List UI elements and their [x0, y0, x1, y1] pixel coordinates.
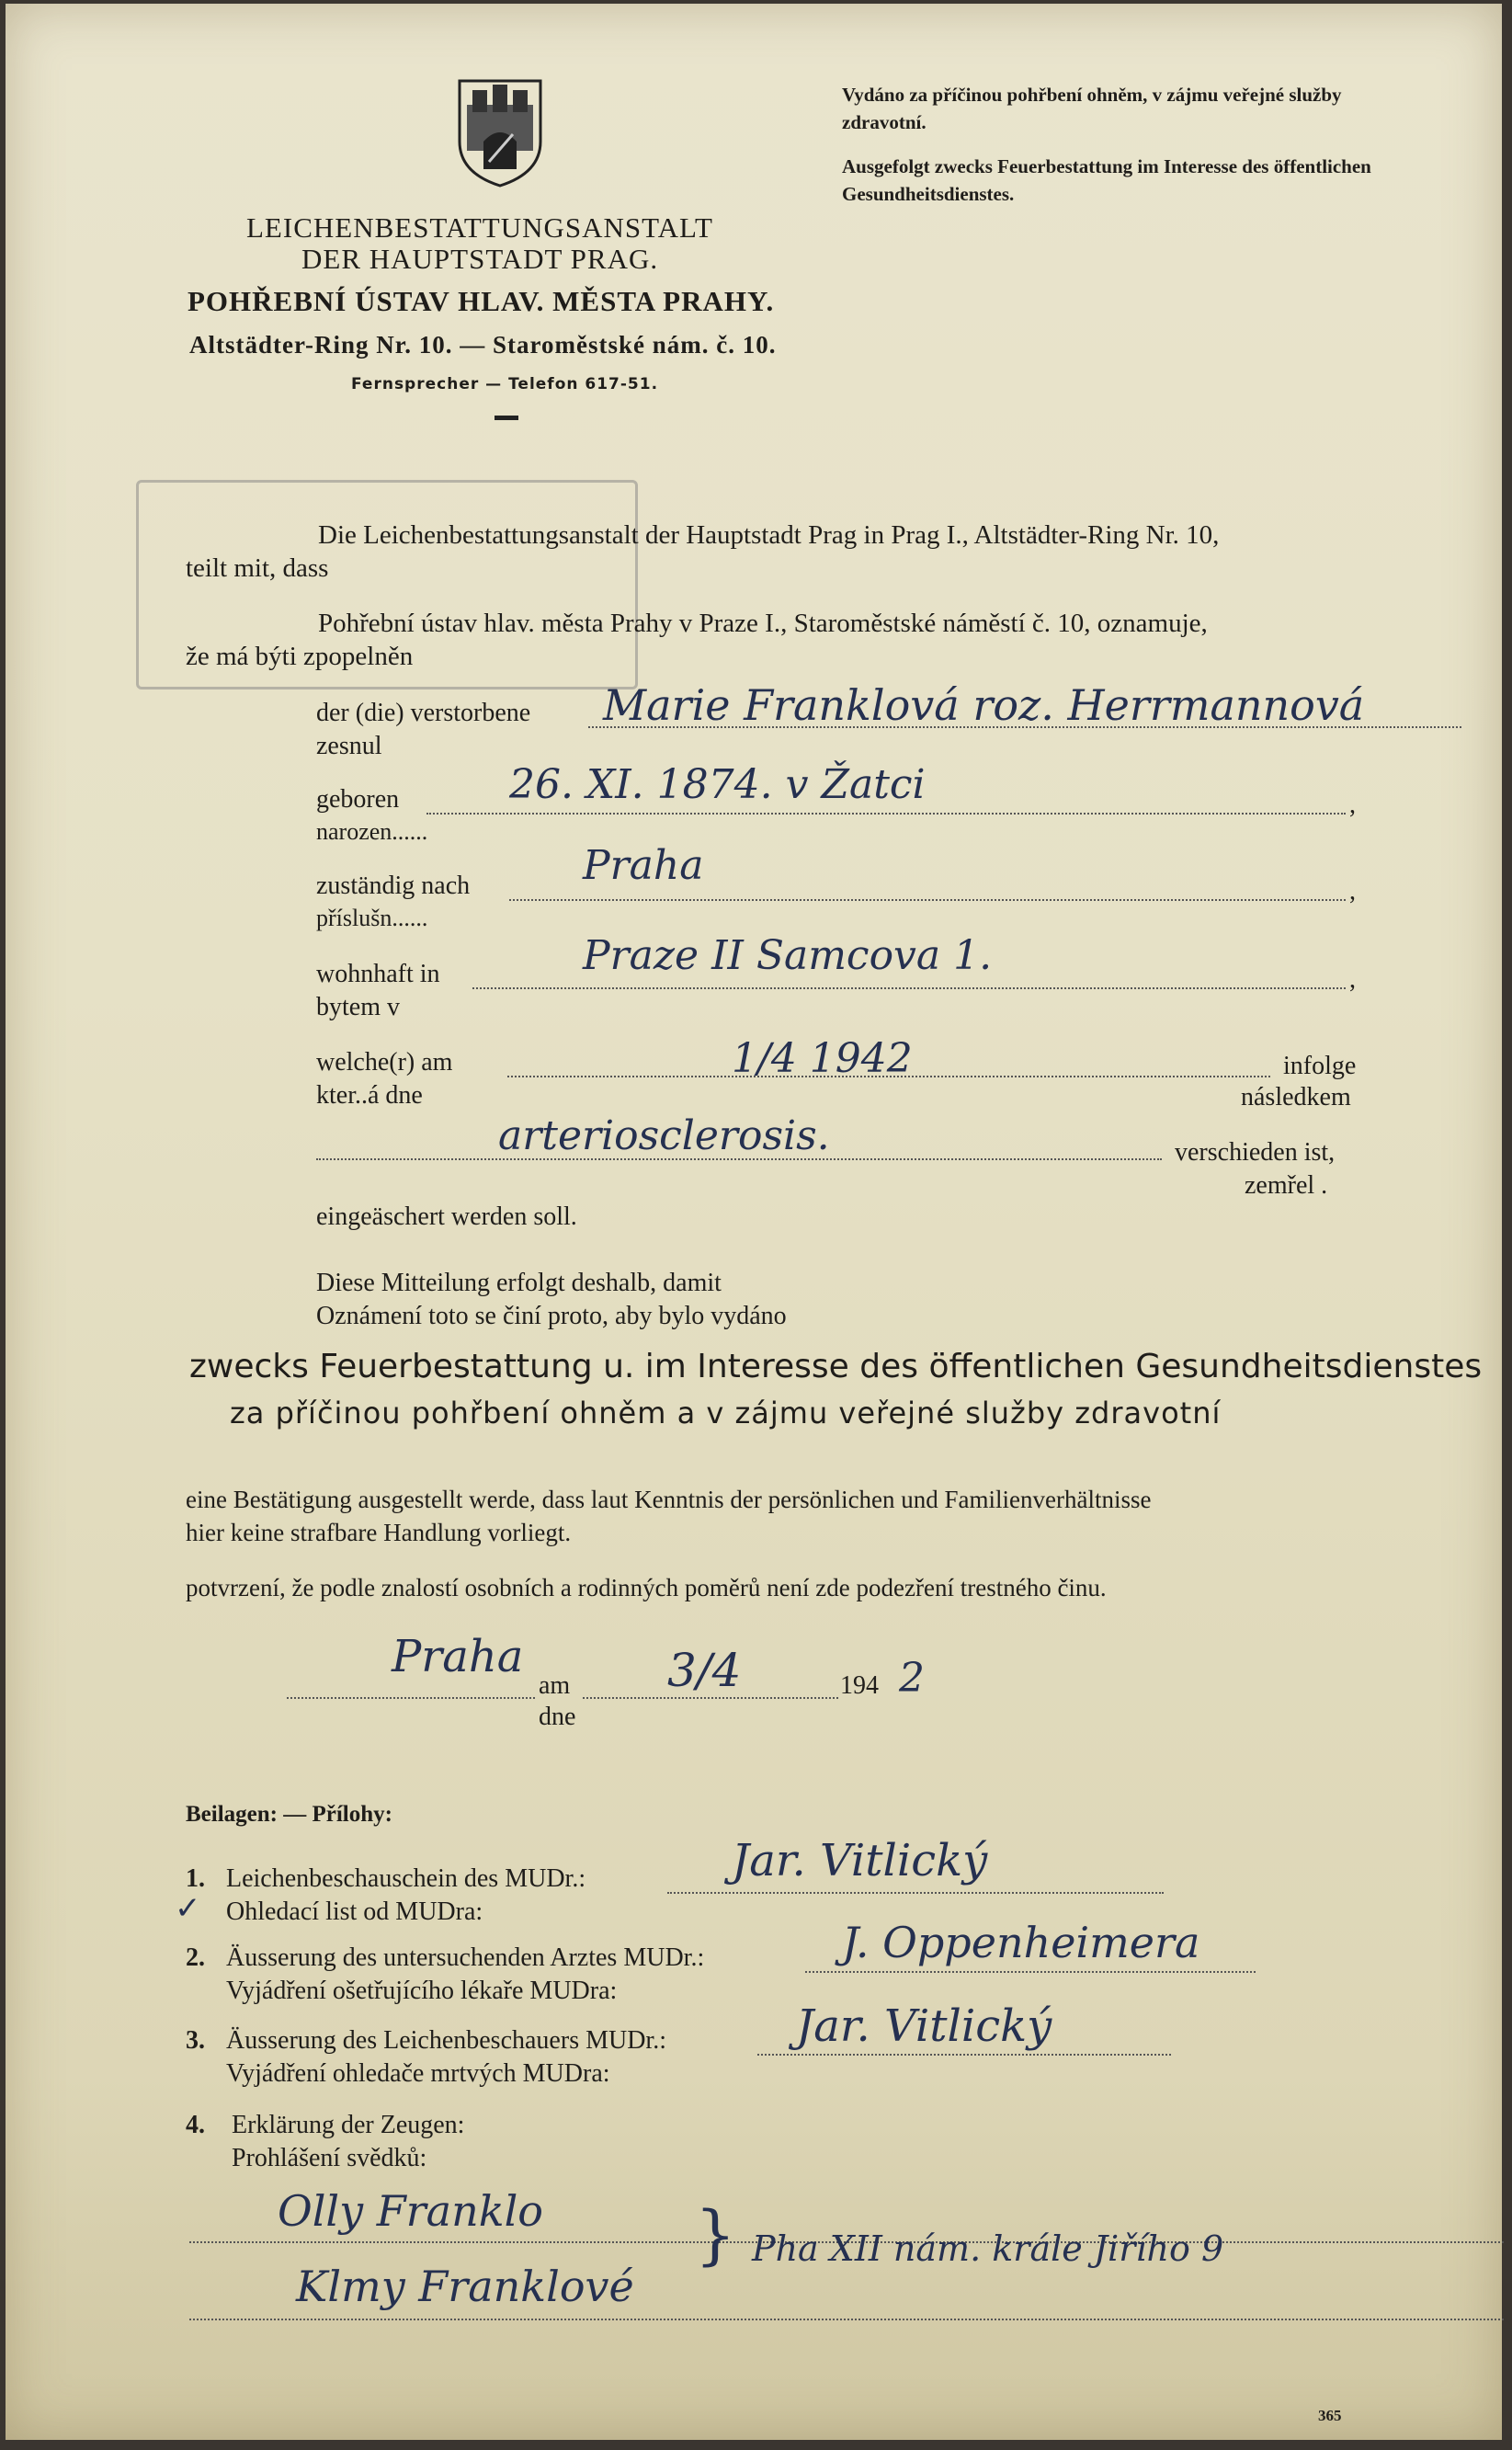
- header-institution-cz: POHŘEBNÍ ÚSTAV HLAV. MĚSTA PRAHY.: [188, 285, 775, 317]
- born-dotted-line: [426, 813, 1346, 815]
- witness-1-signature: Olly Franklo: [278, 2186, 543, 2236]
- witness-2-signature: Klmy Franklové: [296, 2262, 634, 2311]
- witness-dotted-line-2: [189, 2319, 1504, 2320]
- zustandig-comma: ,: [1349, 877, 1356, 906]
- attachment-1-cz: Ohledací list od MUDra:: [226, 1897, 483, 1926]
- attachment-1-value: Jar. Vitlický: [732, 1835, 988, 1886]
- page-number: 365: [1318, 2407, 1342, 2424]
- purpose-de-line: Diese Mitteilung erfolgt deshalb, damit: [316, 1269, 722, 1297]
- wohnhaft-label-cz: bytem v: [316, 993, 400, 1021]
- born-comma: ,: [1349, 791, 1356, 819]
- infolge-label-de: infolge: [1283, 1052, 1357, 1080]
- year-prefix: 194: [840, 1671, 879, 1700]
- died-label-de: welche(r) am: [316, 1048, 453, 1077]
- header-institution-de: LEICHENBESTATTUNGSANSTALT: [246, 211, 713, 244]
- born-label-de: geboren: [316, 785, 400, 814]
- place-value: Praha: [392, 1631, 524, 1682]
- attachment-2-de: Äusserung des untersuchenden Arztes MUDr.:: [226, 1943, 705, 1972]
- date-dotted-line: [583, 1697, 838, 1699]
- died-date-value: 1/4 1942: [732, 1035, 913, 1082]
- zustandig-value: Praha: [583, 842, 704, 889]
- intro-de-line1: Die Leichenbestattungsanstalt der Hauptstadt Prag in Prag I., Altstädter-Ring Nr. 10,: [318, 520, 1220, 550]
- document-sheet: [6, 4, 1502, 2440]
- attachment-2-value: J. Oppenheimera: [842, 1918, 1200, 1967]
- zustandig-label-de: zuständig nach: [316, 872, 471, 900]
- purpose-big-cz: za příčinou pohřbení ohněm a v zájmu veřejné služby zdravotní: [230, 1396, 1222, 1430]
- deceased-label-de: der (die) verstorbene: [316, 699, 531, 727]
- born-label-cz: narozen......: [316, 818, 428, 845]
- header-address: Altstädter-Ring Nr. 10. — Staroměstské nám. č. 10.: [189, 331, 777, 359]
- attachment-1-de: Leichenbeschauschein des MUDr.:: [226, 1864, 586, 1893]
- date-am-label: am: [539, 1671, 571, 1700]
- attachments-title: Beilagen: — Přílohy:: [186, 1802, 392, 1827]
- wohnhaft-comma: ,: [1349, 965, 1356, 994]
- date-dne-label: dne: [539, 1703, 576, 1731]
- prague-coat-of-arms-icon: [456, 77, 544, 188]
- attachment-4-number: 4.: [186, 2111, 205, 2139]
- confirmation-de-line2: hier keine strafbare Handlung vorliegt.: [186, 1519, 572, 1546]
- issue-note-de: Ausgefolgt zwecks Feuerbestattung im Interesse des öffentlichen Gesundheitsdienstes.: [842, 155, 1371, 205]
- zustandig-label-cz: příslušn......: [316, 905, 428, 931]
- witness-brace: }: [695, 2197, 736, 2273]
- year-hand-value: 2: [899, 1655, 925, 1702]
- cause-value: arteriosclerosis.: [498, 1112, 830, 1159]
- attachment-4-de: Erklärung der Zeugen:: [232, 2111, 465, 2139]
- attachment-3-number: 3.: [186, 2026, 205, 2055]
- witness-address: Pha XII nám. krále Jiřího 9: [752, 2228, 1224, 2269]
- wohnhaft-dotted-line: [472, 987, 1346, 989]
- born-value: 26. XI. 1874. v Žatci: [509, 761, 926, 808]
- header-divider: [495, 416, 518, 420]
- deceased-name-value: Marie Franklová roz. Herrmannová: [603, 680, 1365, 730]
- issue-note-cz: Vydáno za příčinou pohřbení ohněm, v zájmu veřejné služby zdravotní.: [842, 84, 1342, 133]
- attachment-3-dotted-line: [757, 2054, 1171, 2056]
- intro-de-line2: teilt mit, dass: [186, 553, 329, 583]
- header-telephone: Fernsprecher — Telefon 617-51.: [351, 375, 659, 393]
- purpose-cz-line: Oznámení toto se činí proto, aby bylo vydáno: [316, 1302, 787, 1330]
- infolge-label-cz: následkem: [1241, 1083, 1351, 1111]
- attachment-2-dotted-line: [805, 1971, 1256, 1973]
- verschieden-label-de: verschieden ist,: [1175, 1138, 1336, 1167]
- intro-cz-line2: že má býti zpopelněn: [186, 642, 414, 671]
- wohnhaft-label-de: wohnhaft in: [316, 960, 440, 988]
- confirmation-de-line1: eine Bestätigung ausgestellt werde, dass laut Kenntnis der persönlichen und Familienverhältnisse: [186, 1486, 1152, 1513]
- zustandig-dotted-line: [509, 899, 1346, 901]
- wohnhaft-value: Praze II Samcova 1.: [583, 932, 993, 979]
- date-value: 3/4: [667, 1644, 742, 1697]
- confirmation-cz-line: potvrzení, že podle znalostí osobních a rodinných poměrů není zde podezření trestného činu.: [186, 1574, 1107, 1601]
- verschieden-label-cz: zemřel .: [1245, 1171, 1328, 1200]
- attachment-4-cz: Prohlášení svědků:: [232, 2144, 427, 2172]
- died-label-cz: kter..á dne: [316, 1081, 423, 1110]
- header-city-de: DER HAUPTSTADT PRAG.: [301, 243, 659, 275]
- attachment-2-cz: Vyjádření ošetřujícího lékaře MUDra:: [226, 1977, 618, 2005]
- attachment-1-number: 1.: [186, 1864, 205, 1893]
- attachment-3-de: Äusserung des Leichenbeschauers MUDr.:: [226, 2026, 666, 2055]
- eingeaschert-label: eingeäschert werden soll.: [316, 1202, 577, 1231]
- intro-cz-line1: Pohřební ústav hlav. města Prahy v Praze I., Staroměstské náměstí č. 10, oznamuje,: [318, 609, 1208, 638]
- attachment-1-dotted-line: [667, 1892, 1164, 1894]
- deceased-label-cz: zesnul: [316, 732, 382, 760]
- attachment-3-cz: Vyjádření ohledače mrtvých MUDra:: [226, 2059, 610, 2088]
- checkmark-icon: ✓: [175, 1890, 201, 1927]
- purpose-big-de: zwecks Feuerbestattung u. im Interesse des öffentlichen Gesundheitsdienstes: [189, 1348, 1483, 1385]
- attachment-3-value: Jar. Vitlický: [796, 2000, 1052, 2052]
- place-dotted-line: [287, 1697, 535, 1699]
- attachment-2-number: 2.: [186, 1943, 205, 1972]
